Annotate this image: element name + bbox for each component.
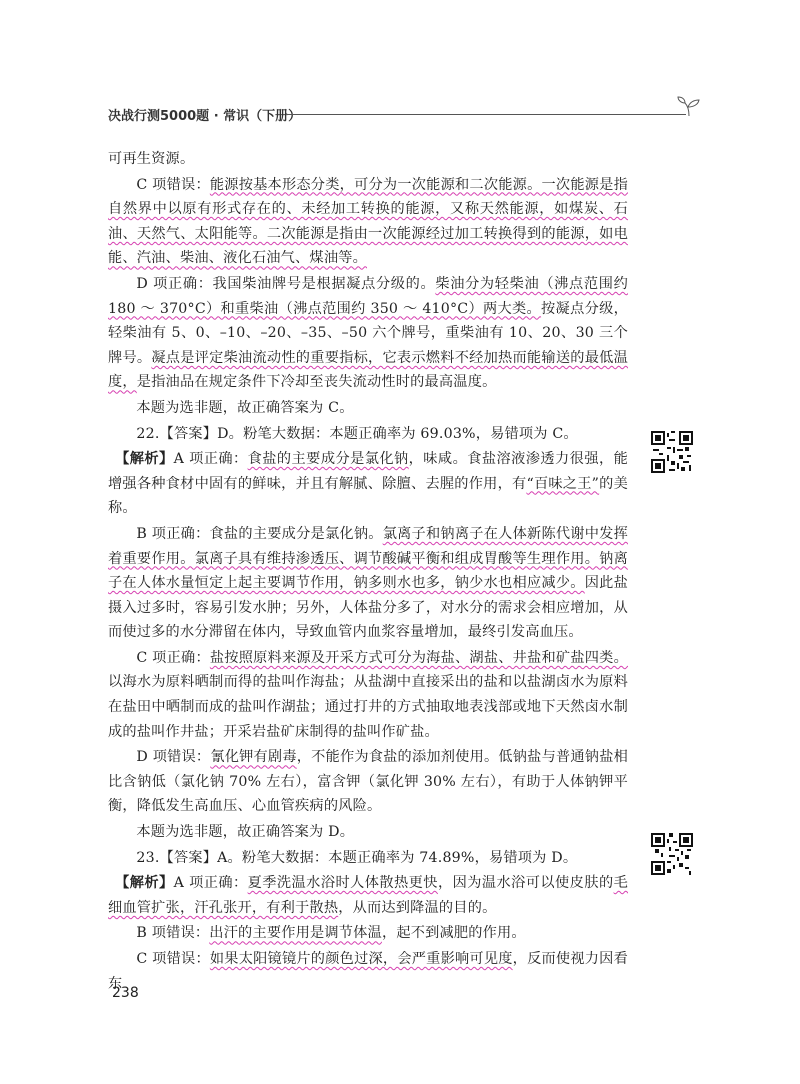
text-segment: ，反而使视力因看东 xyxy=(108,951,628,992)
paragraph xyxy=(108,422,628,447)
paragraph xyxy=(108,147,628,172)
paragraph xyxy=(108,522,628,645)
paragraph xyxy=(108,846,628,871)
qr-code-icon[interactable] xyxy=(651,431,693,473)
text-segment: 【解析】 xyxy=(115,451,174,468)
highlighted-text: 如果太阳镜镜片的颜色过深，会严重影响可见度 xyxy=(209,951,513,967)
text-segment: C 项正确： xyxy=(136,649,210,666)
text-segment: 可再生资源。 xyxy=(108,151,195,167)
text-segment: 22.【答案】D。粉笔大数据：本题正确率为 69.03%，易错项为 C。 xyxy=(136,425,578,442)
paragraph xyxy=(108,396,628,421)
text-segment: B 项正确：食盐的主要成分是氯化钠。 xyxy=(136,525,383,542)
text-segment: D 项正确：我国柴油牌号是根据凝点分级的。 xyxy=(136,275,436,292)
text-segment: B 项错误： xyxy=(136,925,210,942)
running-header xyxy=(108,97,708,127)
text-segment: ，不能作为食盐的添加剂使用。低钠盐与普通钠盐相比含钠低（氯化钠 70% 左右），富含钾（氯化钾 30% 左右），有助于人体钠钾平衡，降低发生高血压、心血管疾病的风险。 xyxy=(108,749,628,815)
paragraph xyxy=(108,447,628,521)
highlighted-text: 夏季洗温水浴时人体散热更快 xyxy=(247,875,438,892)
header-title: 决战行测5000题 · 常识（下册） xyxy=(108,109,302,124)
paragraph xyxy=(108,646,628,744)
paragraph xyxy=(108,921,628,946)
text-segment: 本题为选非题，故正确答案为 C。 xyxy=(136,399,354,416)
header-rule xyxy=(286,114,686,115)
text-segment: ，从而达到降温的目的。 xyxy=(338,899,497,916)
text-segment: 因此盐摄入过多时，容易引发水肿；另外，人体盐分多了，对水分的需求会相应增加，从而使过多的水分滞留在体内，导致血管内血浆容量增加，最终引发高血压。 xyxy=(108,575,628,641)
highlighted-text: 氰化钾有剧毒 xyxy=(210,749,297,766)
text-segment: 按凝点分级，轻柴油有 5、0、–10、–20、–35、–50 六个牌号，重柴油有 10、20、30 三个牌号。 xyxy=(108,300,628,366)
text-segment: 23.【答案】A。粉笔大数据：本题正确率为 74.89%，易错项为 D。 xyxy=(136,849,578,866)
text-segment: ，起不到减肥的作用。 xyxy=(381,925,526,942)
body-text xyxy=(108,147,628,997)
paragraph xyxy=(108,947,628,996)
text-segment: A 项正确： xyxy=(173,875,248,892)
page-number: 238 xyxy=(112,985,139,1001)
text-segment: 是指油品在规定条件下冷却至丧失流动性时的最高温度。 xyxy=(136,374,497,391)
highlighted-text: 凝点是评定柴油流动性的重要指标，它表示燃料不经加热而能输送的最低温度， xyxy=(108,349,628,391)
highlighted-text: 出汗的主要作用是调节体温 xyxy=(209,925,382,942)
highlighted-text: “百味之王” xyxy=(526,475,600,492)
text-segment: ，味咸。食盐溶液渗透力很强，能增强各种食材中固有的鲜味，并且有解腻、除膻、去腥的作用，有 xyxy=(108,451,628,492)
paragraph xyxy=(108,745,628,819)
sprout-icon xyxy=(676,94,702,118)
text-segment: 以海水为原料晒制而得的盐叫作海盐；从盐湖中直接采出的盐和以盐湖卤水为原料在盐田中晒制而成的盐叫作湖盐；通过打井的方式抽取地表浅部或地下天然卤水制成的盐叫作井盐；开采岩盐矿床制得的盐叫作矿盐。 xyxy=(108,674,628,740)
text-segment: ，因为温水浴可以使皮肤的 xyxy=(437,875,614,892)
paragraph xyxy=(108,871,628,920)
highlighted-text: 柴油分为轻柴油（沸点范围约 180 ～ 370°C）和重柴油（沸点范围约 350 ～ 410°C）两大类。 xyxy=(108,275,628,317)
paragraph xyxy=(108,272,628,395)
text-segment: A 项正确： xyxy=(173,451,248,468)
text-segment: 【解析】 xyxy=(115,875,174,892)
paragraph xyxy=(108,173,628,271)
text-segment: C 项错误： xyxy=(136,176,210,193)
highlighted-text: 氯离子和钠离子在人体新陈代谢中发挥着重要作用。氯离子具有维持渗透压、调节酸碱平衡和组成胃酸等生理作用。钠离子在人体水量恒定上起主要调节作用，钠多则水也多，钠少水也相应减少。 xyxy=(108,525,628,592)
text-segment: 本题为选非题，故正确答案为 D。 xyxy=(136,824,355,841)
paragraph xyxy=(108,820,628,845)
text-segment: D 项错误： xyxy=(136,749,211,766)
text-segment: 的美称。 xyxy=(108,475,628,517)
qr-code-icon[interactable] xyxy=(651,833,693,875)
highlighted-text: 毛细血管扩张，汗孔张开，有利于散热 xyxy=(108,875,628,916)
highlighted-text: 食盐的主要成分是氯化钠 xyxy=(247,451,409,468)
highlighted-text: 盐按照原料来源及开采方式可分为海盐、湖盐、井盐和矿盐四类。 xyxy=(209,649,628,666)
text-segment: C 项错误： xyxy=(136,951,210,967)
highlighted-text: 能源按基本形态分类，可分为一次能源和二次能源。一次能源是指自然界中以原有形式存在的、未经加工转换的能源，又称天然能源，如煤炭、石油、天然气、太阳能等。二次能源是指由一次能源经过加工转换得到的能源，如电能、汽油、柴油、液化石油气、煤油等。 xyxy=(108,176,628,267)
